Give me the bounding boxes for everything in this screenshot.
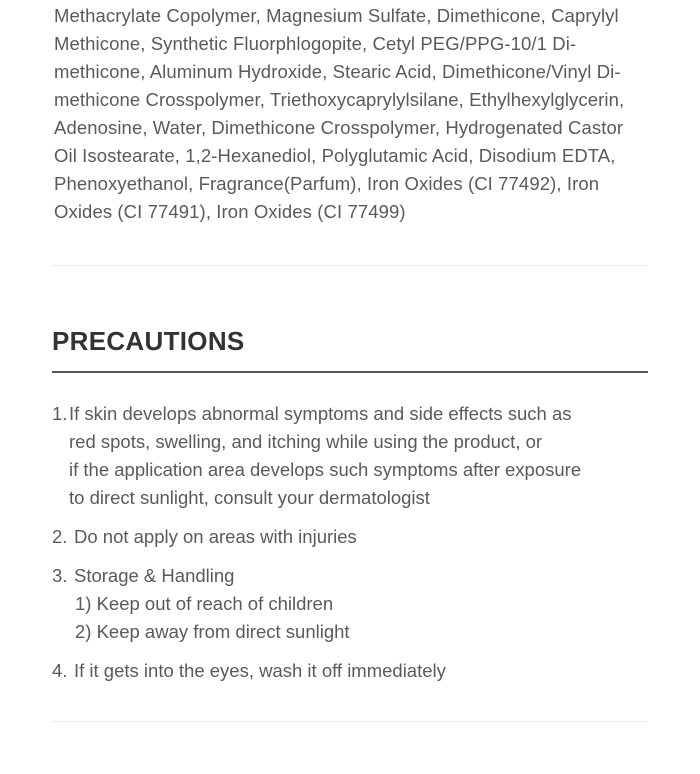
- item-number: 2.: [52, 526, 68, 547]
- ingredients-line: Methacrylate Copolymer, Magnesium Sulfate, Dimethicone, Caprylyl: [54, 5, 619, 26]
- item-text: [74, 657, 652, 685]
- item-line: if the application area develops such symptoms after exposure: [69, 459, 582, 480]
- ingredients-line: methicone, Aluminum Hydroxide, Stearic Acid, Dimethicone/Vinyl Di-: [54, 61, 621, 82]
- ingredients-line: Phenoxyethanol, Fragrance(Parfum), Iron Oxides (CI 77492), Iron: [54, 173, 600, 194]
- item-line: If it gets into the eyes, wash it off immediately: [74, 660, 446, 681]
- item-text: [74, 523, 652, 551]
- item-number: 4.: [52, 660, 68, 681]
- item-number: 1.: [52, 403, 68, 424]
- precaution-item: [52, 657, 652, 685]
- precautions-list: [52, 400, 652, 696]
- item-line: If skin develops abnormal symptoms and side effects such as: [69, 403, 572, 424]
- ingredients-line: Oil Isostearate, 1,2-Hexanediol, Polyglutamic Acid, Disodium EDTA,: [54, 145, 616, 166]
- ingredients-line: Oxides (CI 77491), Iron Oxides (CI 77499): [54, 201, 406, 222]
- ingredients-line: methicone Crosspolymer, Triethoxycaprylylsilane, Ethylhexylglycerin,: [54, 89, 625, 110]
- section-divider: [52, 721, 648, 722]
- ingredients-line: Methicone, Synthetic Fluorphlogopite, Cetyl PEG/PPG-10/1 Di-: [54, 33, 577, 54]
- precautions-heading: PRECAUTIONS: [52, 326, 245, 356]
- ingredients-line: Adenosine, Water, Dimethicone Crosspolymer, Hydrogenated Castor: [54, 117, 624, 138]
- item-number: 3.: [52, 565, 68, 586]
- heading-underline: [52, 371, 648, 373]
- sub-item: 2) Keep away from direct sunlight: [75, 621, 350, 642]
- item-line: Storage & Handling: [74, 565, 235, 586]
- precaution-item: [52, 400, 652, 512]
- item-line: to direct sunlight, consult your dermatologist: [69, 487, 430, 508]
- ingredients-text: [54, 2, 654, 226]
- precaution-item: [52, 562, 652, 646]
- item-line: red spots, swelling, and itching while using the product, or: [69, 431, 543, 452]
- sub-item: 1) Keep out of reach of children: [75, 593, 334, 614]
- item-text: [74, 562, 652, 646]
- precaution-item: [52, 523, 652, 551]
- item-line: Do not apply on areas with injuries: [74, 526, 357, 547]
- item-text: [69, 400, 652, 512]
- section-divider: [52, 265, 648, 266]
